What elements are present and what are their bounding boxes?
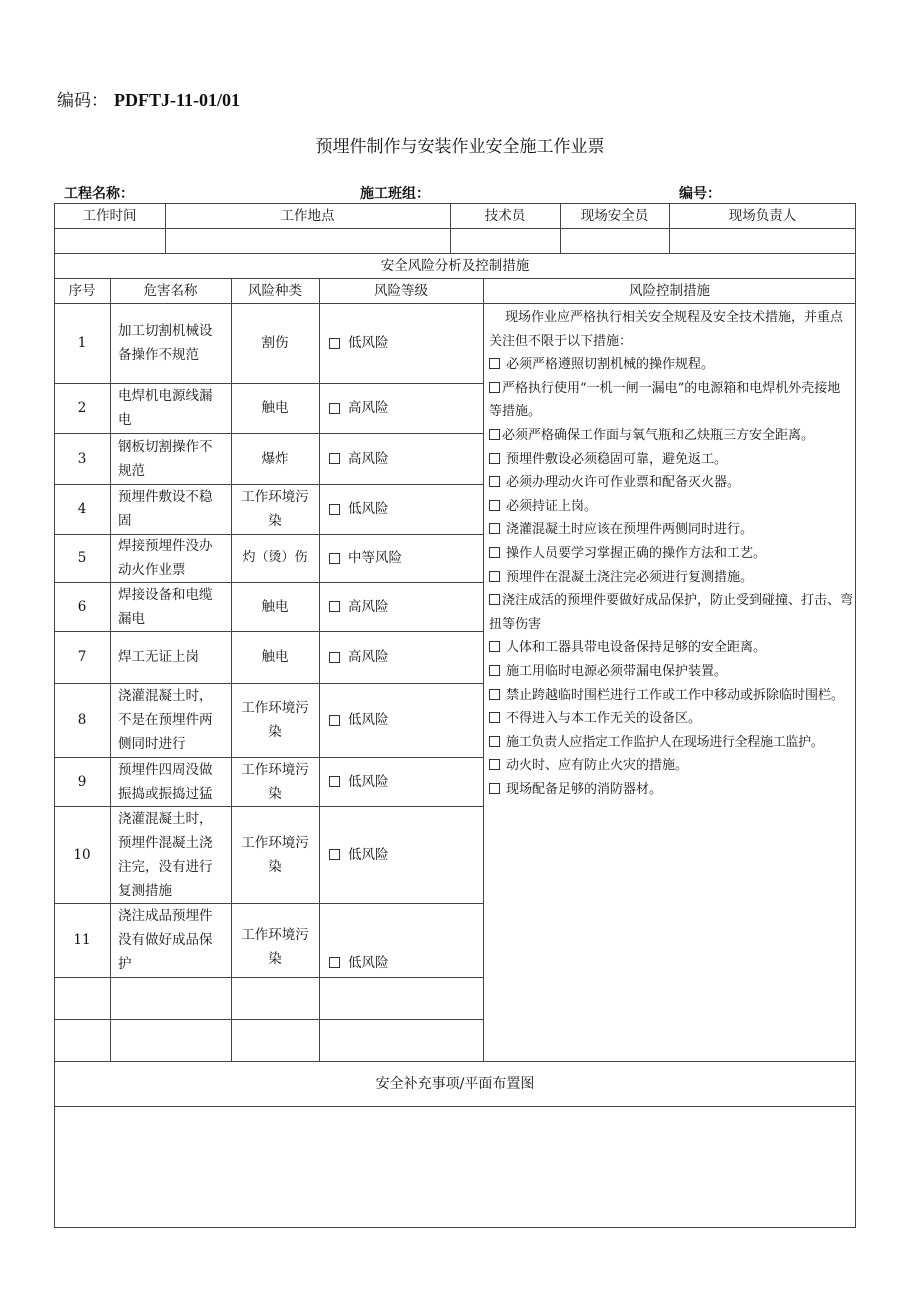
checkbox-icon[interactable] [489,783,500,794]
checkbox-icon[interactable] [489,571,500,582]
checkbox-icon[interactable] [489,453,500,464]
row-risk-level[interactable] [319,631,483,683]
checkbox-icon[interactable] [489,523,500,534]
row-hazard: 焊接设备和电缆漏电 [118,586,213,627]
safety-officer-field[interactable] [560,228,669,253]
row-hazard: 浇灌混凝土时，预埋件混凝土浇注完，没有进行复测措施 [118,810,213,899]
row-no: 6 [77,598,87,615]
technician-field[interactable] [450,228,560,253]
checkbox-icon[interactable] [489,500,500,511]
row-risk-type: 工作环境污染 [241,927,309,967]
row-no[interactable] [54,1019,110,1061]
work-time-field[interactable] [54,228,165,253]
row-risk-level[interactable] [319,303,483,383]
row-risk-level[interactable] [319,1019,483,1061]
checkbox-icon[interactable] [489,736,500,747]
measure-item[interactable]: 预埋件在混凝土浇注完必须进行复测措施。 [489,566,853,590]
control-measures-list [489,306,853,801]
checkbox-icon[interactable] [329,957,340,968]
header-site-manager: 现场负责人 [728,207,797,224]
row-no: 3 [77,450,87,467]
measure-item[interactable]: 动火时、应有防止火灾的措施。 [489,754,853,778]
checkbox-icon[interactable] [489,665,500,676]
risk-level-label: 高风险 [348,450,389,467]
row-no: 2 [77,400,87,416]
row-hazard: 加工切割机械设备操作不规范 [118,323,213,363]
checkbox-icon[interactable] [329,652,340,663]
row-risk-level[interactable] [319,534,483,582]
risk-level-label: 低风险 [348,846,389,863]
risk-level-label: 高风险 [348,400,389,416]
row-risk-level[interactable] [319,806,483,903]
checkbox-icon[interactable] [329,849,340,860]
checkbox-icon[interactable] [329,453,340,464]
row-risk-type: 爆炸 [261,450,289,467]
row-no: 8 [77,712,87,728]
row-risk-type: 割伤 [261,335,289,351]
risk-level-label: 低风险 [348,955,389,971]
col-header-no: 序号 [68,282,96,299]
header-work-location: 工作地点 [280,207,335,224]
row-no: 4 [77,501,87,517]
table-border-bottom [54,1227,856,1228]
checkbox-icon[interactable] [329,504,340,515]
number-label: 编号： [679,186,721,202]
header-work-time: 工作时间 [82,207,137,224]
checkbox-icon[interactable] [329,553,340,564]
risk-level-label: 高风险 [348,598,389,615]
row-risk-level[interactable] [319,433,483,484]
team-label: 施工班组： [360,186,430,202]
checkbox-icon[interactable] [489,429,500,440]
measure-item[interactable]: 必须严格确保工作面与氧气瓶和乙炔瓶三方安全距离。 [489,424,853,448]
site-manager-field[interactable] [669,228,856,253]
row-hazard: 焊工无证上岗 [118,649,199,665]
measure-item[interactable]: 必须严格遵照切割机械的操作规程。 [489,353,853,377]
row-risk-level[interactable] [319,977,483,1019]
row-risk-type: 灼（烫）伤 [242,550,308,565]
header-safety-officer: 现场安全员 [580,207,649,224]
col-header-control-measures: 风险控制措施 [629,282,710,299]
checkbox-icon[interactable] [489,641,500,652]
supplement-title: 安全补充事项/平面布置图 [375,1075,535,1092]
col-header-risk-level: 风险等级 [374,282,428,299]
measure-item[interactable]: 必须持证上岗。 [489,495,853,519]
checkbox-icon[interactable] [329,338,340,349]
checkbox-icon[interactable] [489,547,500,558]
row-risk-type: 触电 [261,649,289,665]
code-label: 编码： [57,91,108,111]
row-hazard: 电焊机电源线漏电 [118,388,213,428]
row-no: 5 [77,550,87,566]
checkbox-icon[interactable] [329,776,340,787]
row-hazard: 预埋件敷设不稳固 [118,489,213,529]
row-no: 7 [77,649,87,665]
checkbox-icon[interactable] [489,759,500,770]
row-no: 10 [73,846,91,863]
row-risk-level[interactable] [319,383,483,433]
checkbox-icon[interactable] [489,382,500,393]
project-name-label: 工程名称： [64,186,134,202]
row-risk-type: 工作环境污染 [241,489,309,529]
row-risk-type: 工作环境污染 [241,700,309,740]
document-code [57,86,240,111]
measure-item[interactable]: 浇注成活的预埋件要做好成品保护，防止受到碰撞、打击、弯扭等伤害 [489,593,854,632]
row-hazard: 焊接预埋件没办动火作业票 [118,538,213,578]
row-risk-level[interactable] [319,582,483,631]
checkbox-icon[interactable] [489,476,500,487]
row-no[interactable] [54,977,110,1019]
measure-item[interactable]: 必须办理动火许可作业票和配备灭火器。 [489,471,853,495]
risk-level-label: 低风险 [348,501,389,517]
row-hazard: 浇注成品预埋件没有做好成品保护 [118,908,213,972]
supplement-content-area[interactable] [54,1106,856,1227]
risk-section-title: 安全风险分析及控制措施 [380,257,530,274]
checkbox-icon[interactable] [329,715,340,726]
risk-level-label: 中等风险 [348,550,402,566]
row-no: 1 [77,335,87,351]
work-location-field[interactable] [165,228,450,253]
col-header-hazard: 危害名称 [143,282,198,299]
code-value: PDFTJ-11-01/01 [114,90,240,110]
row-no: 9 [77,773,87,790]
measure-item[interactable]: 施工用临时电源必须带漏电保护装置。 [489,660,853,684]
rule [483,278,484,1061]
page-title: 预埋件制作与安装作业安全施工作业票 [315,137,605,157]
row-hazard: 浇灌混凝土时，不是在预埋件两侧同时进行 [118,688,213,752]
row-hazard: 钢板切割操作不规范 [118,438,213,479]
checkbox-icon[interactable] [329,601,340,612]
measure-item[interactable]: 现场配备足够的消防器材。 [489,778,853,802]
row-risk-type: 工作环境污染 [241,834,309,875]
risk-level-label: 高风险 [348,649,389,665]
measure-item[interactable]: 操作人员要学习掌握正确的操作方法和工艺。 [489,542,853,566]
row-risk-type[interactable] [231,977,319,1019]
checkbox-icon[interactable] [489,358,500,369]
risk-level-label: 低风险 [348,712,389,728]
checkbox-icon[interactable] [489,689,500,700]
row-hazard[interactable] [110,1019,231,1061]
row-risk-type[interactable] [231,1019,319,1061]
measure-item[interactable]: 预埋件敷设必须稳固可靠，避免返工。 [489,448,853,472]
row-no: 11 [73,932,91,948]
row-risk-level[interactable] [319,903,483,977]
measure-item[interactable]: 浇灌混凝土时应该在预埋件两侧同时进行。 [489,518,853,542]
measure-item[interactable]: 施工负责人应指定工作监护人在现场进行全程施工监护。 [489,731,853,755]
risk-level-label: 低风险 [348,773,389,790]
measure-item[interactable]: 人体和工器具带电设备保持足够的安全距离。 [489,636,853,660]
row-hazard[interactable] [110,977,231,1019]
measure-item[interactable]: 禁止跨越临时围栏进行工作或工作中移动或拆除临时围栏。 [489,684,853,708]
measure-item[interactable]: 不得进入与本工作无关的设备区。 [489,707,853,731]
row-risk-level[interactable] [319,757,483,806]
measure-item[interactable]: 严格执行使用“一机一闸一漏电”的电源箱和电焊机外壳接地等措施。 [489,380,841,420]
row-risk-level[interactable] [319,484,483,534]
checkbox-icon[interactable] [329,403,340,414]
row-risk-level[interactable] [319,683,483,757]
checkbox-icon[interactable] [489,594,500,605]
checkbox-icon[interactable] [489,712,500,723]
risk-level-label: 低风险 [348,335,389,351]
header-technician: 技术员 [484,207,526,224]
row-hazard: 预埋件四周没做振捣或振捣过猛 [118,761,213,802]
measures-intro: 现场作业应严格执行相关安全规程及安全技术措施，并重点关注但不限于以下措施： [489,310,844,349]
row-risk-type: 触电 [261,400,289,416]
row-risk-type: 工作环境污染 [241,761,309,802]
row-risk-type: 触电 [261,598,289,615]
col-header-risk-type: 风险种类 [248,282,302,299]
